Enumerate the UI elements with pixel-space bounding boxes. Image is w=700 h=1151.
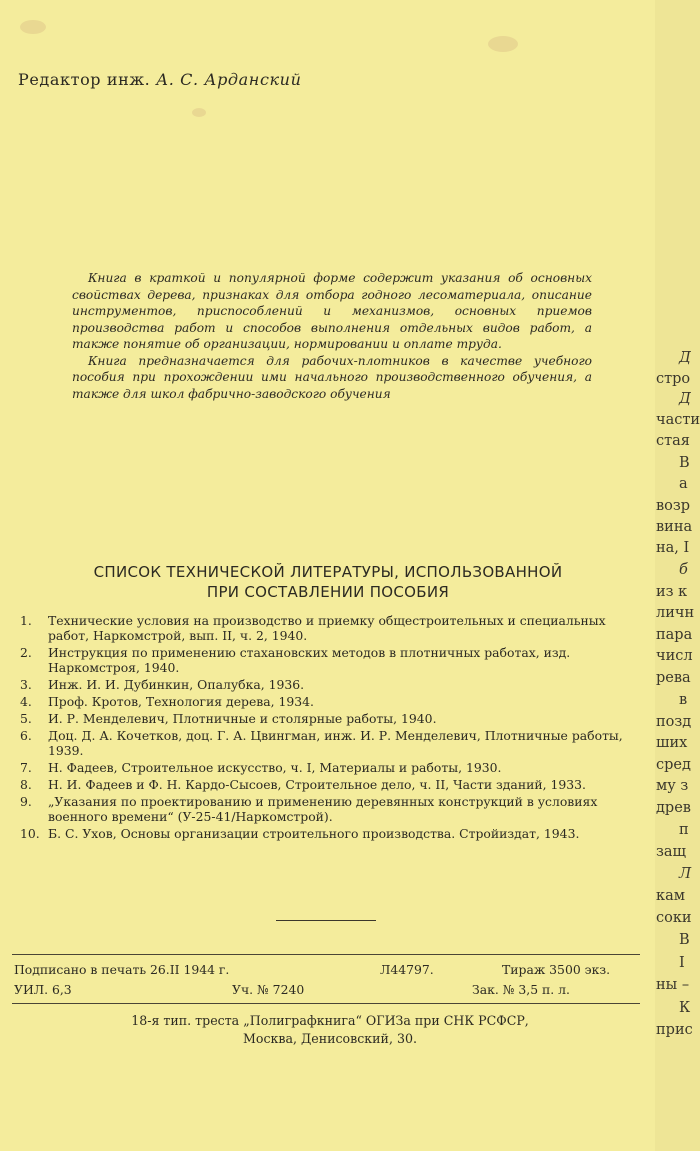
item-number: 5. (20, 711, 32, 726)
edge-fragment: ны – (656, 977, 690, 993)
edge-fragment: сред (656, 757, 691, 773)
edge-fragment: возр (656, 498, 691, 514)
edge-fragment: на, I (656, 540, 690, 556)
editor-credit (18, 70, 301, 89)
literature-heading-line: ПРИ СОСТАВЛЕНИИ ПОСОБИЯ (206, 583, 450, 601)
literature-item (20, 645, 640, 675)
paper-stain (192, 108, 206, 117)
paper-stain (20, 20, 46, 34)
item-number: 10. (20, 826, 40, 841)
item-text: „Указания по проектированию и применению деревянных конструкций в условиях военного времени“ (У-25-41/Наркомстрой). (48, 794, 598, 824)
item-text: И. Р. Менделевич, Плотничные и столярные работы, 1940. (48, 711, 437, 726)
edge-fragment: В (679, 455, 690, 471)
edge-fragment: кам (656, 888, 685, 904)
edge-fragment: в (679, 692, 688, 708)
item-text: Н. И. Фадеев и Ф. Н. Кардо-Сысоев, Строительное дело, ч. II, Части зданий, 1933. (48, 777, 586, 792)
item-number: 1. (20, 613, 32, 628)
edge-fragment: защ (656, 844, 687, 860)
annotation-paragraph: Книга в краткой и популярной форме содержит указания об основных свойствах дерева, признаках для отбора годного лесоматериала, описание инструментов, приспособлений и механизмов, основных приемов производства работ и способов выполнения отдельных видов работ, а также понятие об организации, нормировании и оплате труда. (72, 271, 592, 351)
edge-fragment: вина (656, 519, 693, 535)
printing-house-line: 18-я тип. треста „Полиграфкнига“ ОГИЗа при СНК РСФСР, (131, 1013, 529, 1028)
edge-fragment: позд (656, 714, 692, 730)
item-text: Технические условия на производство и приемку общестроительных и специальных работ, Наркомстрой, вып. II, ч. 2, 1940. (48, 613, 606, 643)
edge-fragment: из к (656, 584, 688, 600)
imprint-order: Зак. № 3,5 п. л. (472, 982, 570, 997)
edge-fragment: прис (656, 1022, 693, 1038)
imprint-rule-bottom (12, 1003, 640, 1004)
editor-prefix: Редактор инж. (18, 70, 151, 89)
item-number: 6. (20, 728, 32, 743)
imprint-uch: Уч. № 7240 (232, 982, 305, 997)
edge-fragment: В (679, 932, 690, 948)
literature-item (20, 728, 640, 758)
item-text: Проф. Кротов, Технология дерева, 1934. (48, 694, 314, 709)
literature-item (20, 777, 640, 792)
imprint-signed: Подписано в печать 26.II 1944 г. (14, 962, 230, 977)
item-number: 7. (20, 760, 32, 775)
literature-item (20, 711, 640, 726)
literature-heading-line: СПИСОК ТЕХНИЧЕСКОЙ ЛИТЕРАТУРЫ, ИСПОЛЬЗОВАННОЙ (93, 563, 563, 581)
literature-item (20, 760, 640, 775)
literature-list (20, 613, 640, 843)
printing-house-line: Москва, Денисовский, 30. (243, 1031, 417, 1046)
literature-item (20, 613, 640, 643)
edge-fragment: му з (656, 778, 689, 794)
edge-fragment: Л (679, 866, 692, 882)
item-text: Н. Фадеев, Строительное искусство, ч. I, Материалы и работы, 1930. (48, 760, 502, 775)
item-text: Б. С. Ухов, Основы организации строительного производства. Стройиздат, 1943. (48, 826, 580, 841)
edge-fragment: пара (656, 627, 693, 643)
annotation-paragraph: Книга предназначается для рабочих-плотников в качестве учебного пособия при прохождении ими начального производственного обучения, а также для школ фабрично-заводского обучения (72, 353, 592, 401)
item-number: 8. (20, 777, 32, 792)
adjacent-page-edge (655, 0, 700, 1151)
imprint-rule-top (12, 954, 640, 955)
edge-fragment: личн (656, 605, 695, 621)
edge-fragment: а (679, 476, 688, 492)
edge-fragment: соки (656, 910, 692, 926)
item-number: 2. (20, 645, 32, 660)
literature-item (20, 794, 640, 824)
book-annotation (72, 270, 592, 402)
literature-item (20, 677, 640, 692)
edge-fragment: Д (679, 350, 691, 366)
literature-heading (20, 562, 636, 602)
item-text: Инструкция по применению стахановских методов в плотничных работах, изд. Наркомстроя, 1940. (48, 645, 571, 675)
item-number: 3. (20, 677, 32, 692)
edge-fragment: древ (656, 800, 691, 816)
edge-fragment: ших (656, 735, 688, 751)
item-text: Доц. Д. А. Кочетков, доц. Г. А. Цвингман, инж. И. Р. Менделевич, Плотничные работы, 1939. (48, 728, 623, 758)
edge-fragment: п (679, 822, 689, 838)
edge-fragment: стая (656, 433, 690, 449)
imprint-order-code: Л44797. (380, 962, 434, 977)
item-text: Инж. И. И. Дубинкин, Опалубка, 1936. (48, 677, 305, 692)
edge-fragment: б (679, 562, 688, 578)
printing-house (60, 1012, 600, 1048)
imprint-print-run: Тираж 3500 экз. (502, 962, 611, 977)
literature-item (20, 826, 640, 841)
imprint-uil: УИЛ. 6,3 (14, 982, 72, 997)
edge-fragment: части (656, 412, 700, 428)
edge-fragment: К (679, 1000, 691, 1016)
section-divider (276, 920, 376, 921)
edge-fragment: числ (656, 648, 693, 664)
edge-fragment: стро (656, 371, 691, 387)
paper-stain (488, 36, 518, 52)
item-number: 4. (20, 694, 32, 709)
item-number: 9. (20, 794, 32, 809)
literature-item (20, 694, 640, 709)
editor-name: А. С. Арданский (156, 70, 302, 89)
edge-fragment: рева (656, 670, 691, 686)
edge-fragment: I (679, 955, 685, 971)
edge-fragment: Д (679, 391, 691, 407)
